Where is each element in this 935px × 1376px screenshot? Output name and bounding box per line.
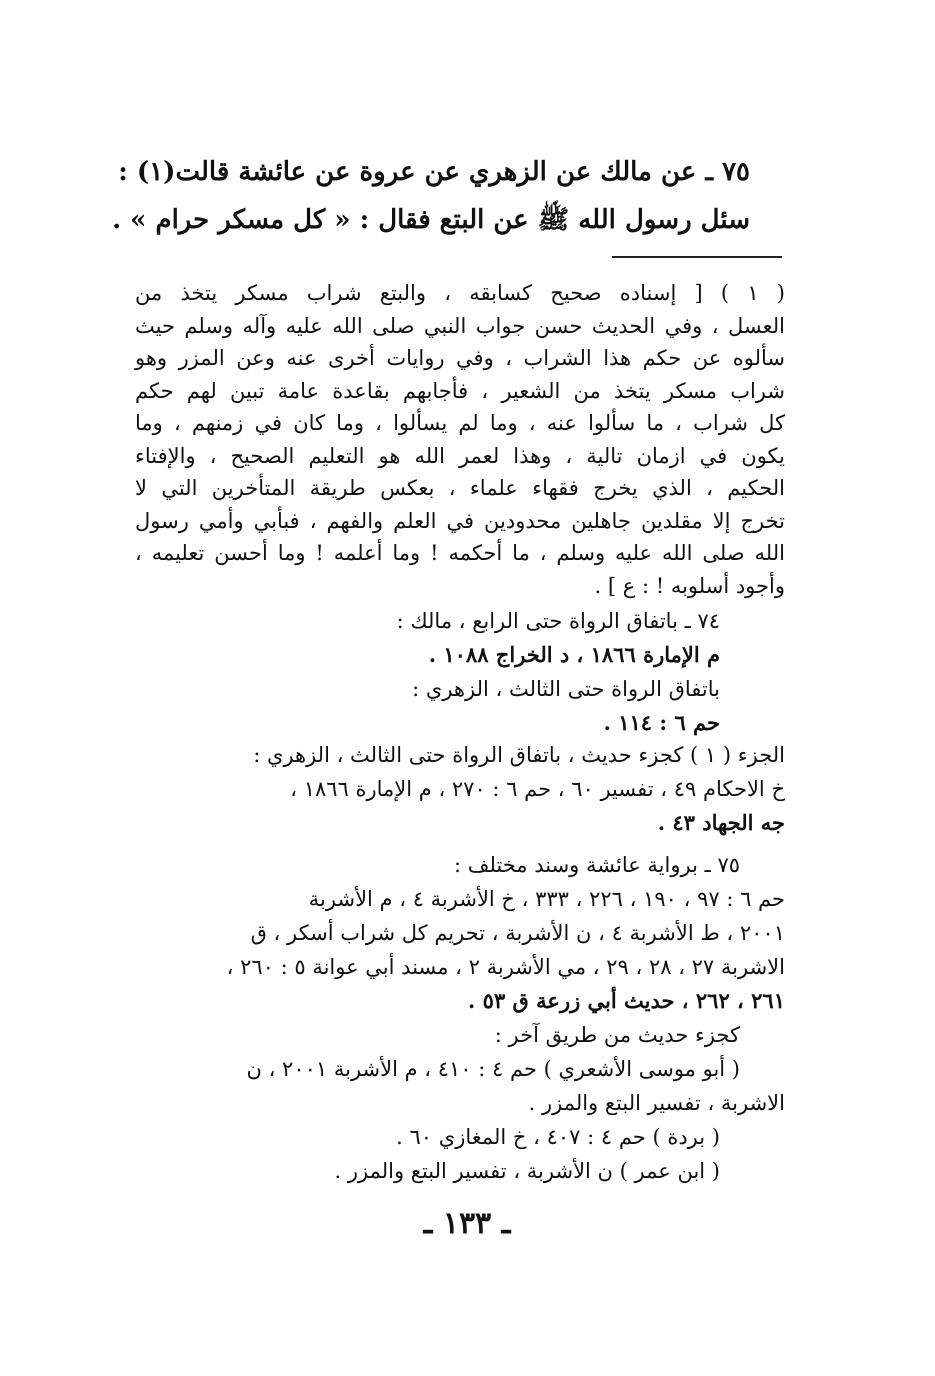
- hadith-text: [112, 148, 750, 244]
- hadith-line-2: سئل رسول الله ﷺ عن البتع فقال : « كل مسكر حرام » .: [112, 205, 750, 235]
- footnote-line: العسل ، وفي الحديث حسن جواب النبي صلى الله عليه وآله وسلم حيث: [135, 313, 785, 338]
- takhrij-block-75: [135, 848, 785, 1018]
- takhrij-block-74: [135, 604, 785, 740]
- footnote-line: الله صلى الله عليه وسلم ، ما أحكمه ! وما أعلمه ! وما أحسن تعليمه ،: [135, 541, 785, 565]
- page-number: ـ ١٣٣ ـ: [423, 1206, 511, 1241]
- takhrij-line: ٢٦١ ، ٢٦٢ ، حديث أبي زرعة ق ٥٣ .: [468, 988, 785, 1013]
- takhrij-line: م الإمارة ١٨٦٦ ، د الخراج ١٠٨٨ .: [428, 642, 720, 667]
- footnote-line: سألوه عن حكم هذا الشراب ، وفي روايات أخرى عنه وعن المزر وهو: [135, 346, 785, 370]
- takhrij-line: جه الجهاد ٤٣ .: [657, 810, 785, 835]
- takhrij-line: الاشربة ٢٧ ، ٢٨ ، ٢٩ ، مي الأشربة ٢ ، مسند أبي عوانة ٥ : ٢٦٠ ،: [226, 955, 785, 979]
- footnote-line: ( ١ ) [ إسناده صحيح كسابقه ، والبتع شراب مسكر يتخذ من: [135, 281, 785, 305]
- takhrij-line: حم ٦ : ٩٧ ، ١٩٠ ، ٢٢٦ ، ٣٣٣ ، خ الأشربة ٤ ، م الأشربة: [308, 887, 785, 911]
- takhrij-line: ( أبو موسى الأشعري ) حم ٤ : ٤١٠ ، م الأشربة ٢٠٠١ ، ن: [246, 1057, 740, 1081]
- takhrij-line: ( ابن عمر ) ن الأشربة ، تفسير البتع والمزر .: [334, 1159, 720, 1183]
- takhrij-line: ( بردة ) حم ٤ : ٤٠٧ ، خ المغازي ٦٠ .: [396, 1125, 720, 1149]
- takhrij-heading: الجزء ( ١ ) كجزء حديث ، باتفاق الرواة حتى الثالث ، الزهري :: [253, 743, 785, 767]
- takhrij-heading: كجزء حديث من طريق آخر :: [494, 1023, 740, 1047]
- footnote-line: شراب مسكر يتخذ من الشعير ، فأجابهم بقاعدة عامة تبين لهم حكم: [135, 378, 785, 403]
- takhrij-heading: ٧٤ ـ باتفاق الرواة حتى الرابع ، مالك :: [396, 609, 720, 633]
- footnote-line: وأجود أسلوبه ! : ع ] .: [594, 573, 785, 598]
- takhrij-line: الاشربة ، تفسير البتع والمزر .: [528, 1091, 785, 1115]
- footnote-commentary: [135, 277, 785, 602]
- takhrij-line: باتفاق الرواة حتى الثالث ، الزهري :: [412, 677, 720, 701]
- footnote-line: يكون في ازمان تالية ، وهذا لعمر الله هو التعليم الصحيح ، والإفتاء: [135, 443, 785, 468]
- takhrij-heading: ٧٥ ـ برواية عائشة وسند مختلف :: [453, 853, 740, 877]
- footnote-line: تخرج إلا مقلدين جاهلين محدودين في العلم والفهم ، فبأبي وأمي رسول: [135, 508, 785, 533]
- takhrij-block-part-1: [135, 738, 785, 840]
- footnote-separator: [612, 256, 782, 258]
- takhrij-line: ٢٠٠١ ، ط الأشربة ٤ ، ن الأشربة ، تحريم كل شراب أسكر ، ق: [250, 921, 785, 945]
- footnote-line: كل شراب ، ما سألوا عنه ، وما لم يسألوا ، وما كان في زمنهم ، وما: [135, 411, 785, 435]
- takhrij-line: حم ٦ : ١١٤ .: [603, 710, 720, 735]
- takhrij-block-other-route: [135, 1018, 785, 1188]
- hadith-line-1: ٧٥ ـ عن مالك عن الزهري عن عروة عن عائشة قالت(١) :: [118, 157, 750, 187]
- takhrij-line: خ الاحكام ٤٩ ، تفسير ٦٠ ، حم ٦ : ٢٧٠ ، م الإمارة ١٨٦٦ ،: [290, 777, 785, 801]
- footnote-line: الحكيم ، الذي يخرج فقهاء علماء ، بعكس طريقة المتأخرين التي لا: [135, 476, 785, 500]
